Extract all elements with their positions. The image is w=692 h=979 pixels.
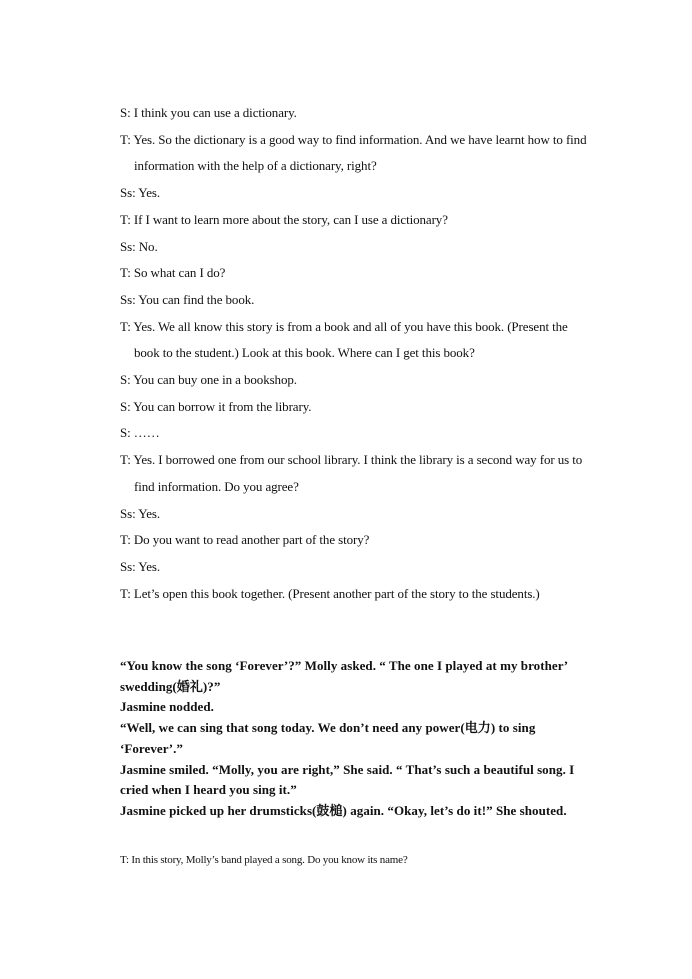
dialogue-line: S: You can borrow it from the library.	[120, 398, 312, 414]
dialogue-line: Ss: No.	[120, 238, 158, 254]
dialogue-line: Ss: Yes.	[120, 558, 161, 574]
dialogue-line: T: Yes. I borrowed one from our school library. I think the library is a second way for us to find information. Do you agree?	[120, 452, 583, 494]
dialogue-line: T: Let’s open this book together. (Present another part of the story to the students.)	[120, 585, 540, 601]
story-paragraph: “You know the song ‘Forever’?” Molly asked. “ The one I played at my brother’ swedding(婚礼)?”	[120, 658, 568, 694]
dialogue-line: T: If I want to learn more about the story, can I use a dictionary?	[120, 211, 448, 227]
final-question: T: In this story, Molly’s band played a song. Do you know its name?	[120, 854, 408, 866]
dialogue-line: Ss: Yes.	[120, 505, 161, 521]
dialogue-line: S: You can buy one in a bookshop.	[120, 372, 297, 388]
story-paragraph: Jasmine smiled. “Molly, you are right,” She said. “ That’s such a beautiful song. I cried when I heard you sing it.”	[120, 761, 575, 798]
dialogue-section	[120, 100, 590, 607]
dialogue-line: T: So what can I do?	[120, 265, 226, 281]
dialogue-line: Ss: You can find the book.	[120, 291, 255, 307]
dialogue-line: Ss: Yes.	[120, 185, 161, 201]
story-paragraph: Jasmine picked up her drumsticks(鼓槌) again. “Okay, let’s do it!” She shouted.	[120, 802, 567, 818]
dialogue-line: T: Do you want to read another part of the story?	[120, 532, 370, 548]
story-excerpt	[120, 656, 590, 822]
story-paragraph: “Well, we can sing that song today. We don’t need any power(电力) to sing ‘Forever’.”	[120, 720, 536, 756]
story-paragraph: Jasmine nodded.	[120, 699, 214, 715]
dialogue-line: T: Yes. We all know this story is from a book and all of you have this book. (Present the book to the student.) Look at this book. Where can I get this book?	[120, 318, 568, 361]
dialogue-line: T: Yes. So the dictionary is a good way to find information. And we have learnt how to find information with the help of a dictionary, right?	[120, 131, 587, 174]
dialogue-line: S: ……	[120, 425, 160, 441]
dialogue-line: S: I think you can use a dictionary.	[120, 105, 297, 120]
